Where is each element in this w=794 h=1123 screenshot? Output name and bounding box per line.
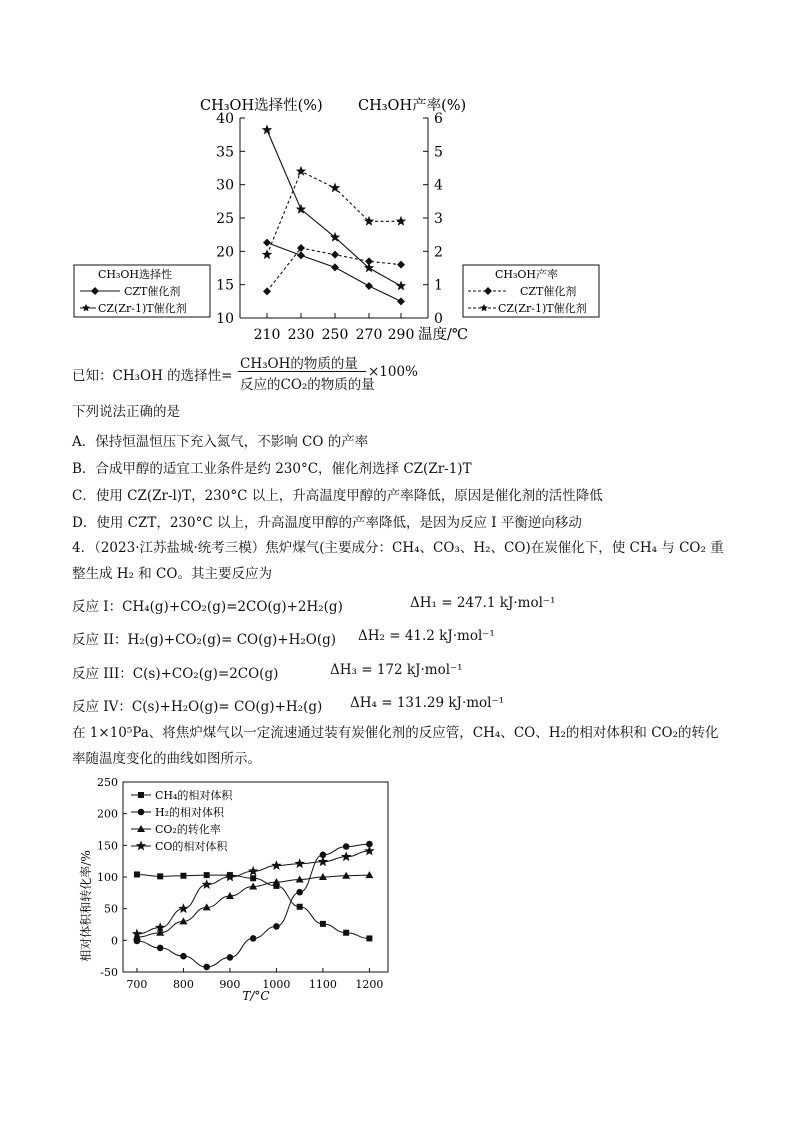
chart2-point-circle	[157, 945, 164, 952]
chart1-point-star	[364, 216, 374, 226]
chart2-series	[132, 841, 375, 970]
chart1-x-tick-label: 290	[387, 327, 415, 343]
chart2-point-triangle	[365, 871, 373, 878]
chart2-point-star	[225, 872, 236, 882]
chart1-left-tick-label: 40	[216, 111, 234, 127]
chart2-series-curve-4	[137, 851, 369, 934]
chart2-point-star	[248, 866, 259, 876]
chart2-point-square	[157, 873, 163, 879]
chart2-point-square	[297, 904, 303, 910]
chart2-point-star	[341, 851, 352, 861]
chart2-point-star	[202, 879, 212, 889]
chart2-legend-item-2: H₂的相对体积	[155, 806, 225, 819]
chart1-right-axis-title: CH₃OH产率(%)	[358, 98, 467, 114]
chart1-series	[262, 125, 406, 306]
chart1-series-line-1	[267, 243, 401, 302]
chart2-point-circle	[296, 889, 303, 896]
chart2-point-star	[364, 846, 374, 856]
chart1-left-tick-label: 10	[216, 311, 234, 327]
chart1-point-diamond	[331, 263, 339, 271]
chart2-point-circle	[343, 843, 350, 850]
chart2-point-square	[134, 871, 140, 877]
chart1-left-tick-label: 30	[216, 177, 234, 194]
reaction-1-enthalpy: ΔH₁ = 247.1 kJ·mol⁻¹	[410, 595, 556, 611]
chart1-right-tick-label: 2	[434, 244, 443, 261]
chart2-x-axis-title: T/°C	[242, 989, 270, 1003]
chart1-left-tick-label: 35	[216, 144, 234, 161]
chart2-legend	[131, 788, 233, 853]
question-prompt: 下列说法正确的是	[72, 404, 180, 420]
chart2-point-star	[271, 860, 282, 870]
chart1-point-diamond	[365, 257, 373, 265]
reaction-2-enthalpy: ΔH₂ = 41.2 kJ·mol⁻¹	[358, 628, 495, 644]
chart1-point-star	[296, 166, 306, 176]
chart2-legend-star-icon	[136, 841, 146, 851]
chart2-point-square	[320, 921, 326, 927]
reaction-4-equation: 反应 IV：C(s)+H₂O(g)= CO(g)+H₂(g)	[72, 699, 323, 715]
chart2-y-tick-label: 100	[97, 871, 118, 884]
chart-relative-volume	[0, 770, 794, 1030]
chart2-point-star	[318, 856, 328, 866]
chart1-left-axis-title: CH₃OH选择性(%)	[200, 98, 323, 114]
option-c: C．使用 CZ(Zr-l)T，230°C 以上，升高温度甲醇的产率降低，原因是催化剂的活性降低	[72, 488, 603, 504]
reaction-1-equation: 反应 I：CH₄(g)+CO₂(g)=2CO(g)+2H₂(g)	[72, 599, 343, 615]
formula-denominator: 反应的CO₂的物质的量	[240, 377, 375, 393]
chart1-legend-right-item-2: CZ(Zr-1)T催化剂	[498, 302, 587, 315]
chart1-legend-left-title: CH₃OH选择性	[98, 268, 173, 281]
chart1-legend-right-title: CH₃OH产率	[495, 268, 559, 281]
chart2-x-tick-label: 1200	[355, 978, 384, 991]
chart2-legend-item-3: CO₂的转化率	[155, 823, 221, 836]
chart1-right-tick-label: 4	[434, 177, 443, 194]
reaction-3-enthalpy: ΔH₃ = 172 kJ·mol⁻¹	[330, 662, 463, 678]
chart1-legend-left-item-2: CZ(Zr-1)T催化剂	[98, 302, 187, 315]
chart2-y-tick-label: 150	[97, 839, 118, 853]
reaction-4	[72, 695, 505, 715]
chart1-x-tick-label: 210	[253, 327, 281, 343]
chart1-legend-right	[463, 265, 599, 317]
chart2-x-tick-label: 800	[172, 978, 194, 991]
chart2-x-tick-label: 900	[219, 978, 241, 991]
chart2-point-square	[204, 872, 210, 878]
option-b: B．合成甲醇的适宜工业条件是约 230°C，催化剂选择 CZ(Zr-1)T	[72, 461, 472, 477]
chart1-point-diamond	[397, 297, 405, 305]
chart2-y-tick-label: 0	[111, 934, 118, 948]
chart2-point-square	[366, 935, 372, 941]
chart1-left-tick-label: 25	[216, 211, 234, 227]
formula-tail: ×100%	[368, 364, 418, 380]
chart2-point-circle	[273, 923, 280, 930]
chart1-point-diamond	[263, 287, 271, 295]
chart1-point-star	[262, 125, 272, 135]
question-4-line-1: 4．（2023·江苏盐城·统考三模）焦炉煤气(主要成分：CH₄、CO₃、H₂、CO)在炭催化下，使 CH₄ 与 CO₂ 重	[72, 540, 724, 556]
chart1-point-diamond	[297, 251, 305, 259]
chart1-right-tick-label: 5	[434, 144, 443, 161]
reaction-2-equation: 反应 II：H₂(g)+CO₂(g)= CO(g)+H₂O(g)	[72, 632, 337, 648]
chart1-right-tick-label: 3	[434, 211, 443, 227]
reaction-1	[72, 595, 556, 615]
chart1-point-diamond	[397, 261, 405, 269]
chart2-series-curve-2	[137, 844, 369, 967]
chart1-point-diamond	[331, 251, 339, 259]
chart2-legend-square-icon	[138, 792, 144, 798]
chart2-point-circle	[180, 953, 187, 960]
chart2-y-tick-label: -50	[100, 966, 118, 979]
chart1-right-tick-label: 0	[434, 311, 443, 327]
chart2-point-square	[250, 875, 256, 881]
chart2-point-star	[178, 903, 189, 913]
chart1-right-tick-label: 1	[434, 277, 443, 294]
chart1-legend-left-item-1: CZT催化剂	[124, 285, 181, 298]
chart1-x-tick-label: 270	[355, 327, 383, 343]
chart1-series-line-2	[267, 130, 401, 286]
chart1-x-axis-title: 温度/℃	[418, 327, 469, 343]
reaction-3	[72, 662, 463, 682]
formula-label: 已知：CH₃OH 的选择性=	[72, 368, 233, 384]
chart1-legend-left	[74, 265, 210, 317]
chart1-point-diamond	[263, 239, 271, 247]
chart2-legend-circle-icon	[138, 809, 145, 816]
chart-selectivity-yield	[0, 0, 794, 350]
reaction-2	[72, 628, 495, 648]
chart1-x-tick-label: 250	[321, 327, 349, 343]
chart2-y-tick-label: 200	[97, 807, 118, 821]
chart2-point-circle	[227, 954, 234, 961]
chart1-left-tick-label: 15	[216, 277, 234, 294]
formula-fraction-bar	[238, 371, 366, 372]
reaction-3-equation: 反应 III：C(s)+CO₂(g)=2CO(g)	[72, 666, 279, 682]
chart1-point-star	[262, 249, 272, 259]
chart1-point-star	[396, 281, 406, 291]
chart2-y-tick-label: 250	[97, 776, 118, 789]
chart2-point-circle	[250, 935, 257, 942]
reaction-4-enthalpy: ΔH₄ = 131.29 kJ·mol⁻¹	[350, 695, 505, 711]
chart1-point-star	[396, 216, 406, 226]
chart1-legend-right-item-1: CZT催化剂	[520, 285, 577, 298]
chart2-point-square	[180, 873, 186, 879]
chart2-point-star	[294, 858, 305, 868]
chart2-y-axis-title: 相对体积和转化率/%	[79, 850, 93, 962]
question-4-line-2: 整生成 H₂ 和 CO。其主要反应为	[72, 566, 272, 582]
formula-numerator: CH₃OH的物质的量	[240, 356, 358, 372]
chart1-right-tick-label: 6	[434, 111, 443, 127]
chart2-axes	[97, 776, 388, 991]
chart2-y-tick-label: 50	[104, 902, 118, 916]
chart2-x-tick-label: 1100	[308, 978, 337, 991]
option-d: D．使用 CZT，230°C 以上，升高温度甲醇的产率降低，是因为反应 I 平衡逆向移动	[72, 515, 582, 531]
chart1-series-line-4	[267, 171, 401, 254]
chart1-x-tick-label: 230	[287, 327, 315, 343]
option-a: A．保持恒温恒压下充入氮气，不影响 CO 的产率	[72, 434, 369, 450]
chart2-x-tick-label: 1000	[262, 978, 291, 991]
paragraph-line-1: 在 1×10⁵Pa、将焦炉煤气以一定流速通过装有炭催化剂的反应管，CH₄、CO、H₂的相对体积和 CO₂的转化	[72, 725, 719, 741]
chart2-point-square	[343, 930, 349, 936]
chart2-legend-item-1: CH₄的相对体积	[155, 789, 233, 802]
chart1-left-tick-label: 20	[216, 244, 234, 261]
paragraph-line-2: 率随温度变化的曲线如图所示。	[72, 751, 261, 767]
chart1-point-diamond	[365, 282, 373, 290]
chart2-x-tick-label: 700	[126, 978, 148, 991]
chart2-legend-item-4: CO的相对体积	[155, 840, 228, 853]
chart1-axes	[216, 111, 443, 343]
chart2-point-circle	[203, 964, 210, 971]
